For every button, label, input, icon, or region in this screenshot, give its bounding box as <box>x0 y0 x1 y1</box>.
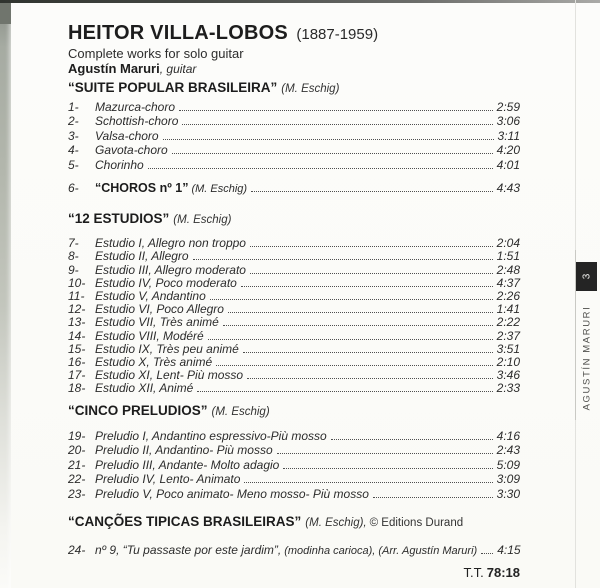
dotted-leader <box>241 286 493 287</box>
section-title: “12 ESTUDIOS” <box>68 211 170 226</box>
track-sections <box>68 80 520 557</box>
track-number: 22- <box>68 472 86 487</box>
dotted-leader <box>197 391 492 392</box>
track-number: 19- <box>68 428 86 443</box>
dotted-leader <box>331 439 493 440</box>
track-section <box>68 514 520 558</box>
dotted-leader <box>210 299 493 300</box>
track-row <box>68 343 520 356</box>
track-time: 3:51 <box>496 341 520 356</box>
track-section <box>68 211 520 395</box>
dotted-leader <box>228 312 493 313</box>
track-time: 4:37 <box>496 275 520 290</box>
spine-artist-name: AGUSTÍN MARURI <box>581 305 593 411</box>
track-number: 13- <box>68 315 86 330</box>
track-time: 5:09 <box>496 457 520 472</box>
track-time: 2:48 <box>496 262 520 277</box>
track-title: Estudio I, Allegro non troppo <box>95 236 246 251</box>
track-row <box>68 157 520 172</box>
section-title-line <box>68 80 520 97</box>
section-title-line <box>68 514 520 531</box>
track-row <box>68 250 520 263</box>
track-number: 18- <box>68 381 86 396</box>
track-section <box>68 403 520 501</box>
track-time: 4:01 <box>496 157 520 172</box>
track-time: 2:33 <box>496 381 520 396</box>
total-time-row <box>68 565 520 580</box>
track-time: 2:10 <box>496 354 520 369</box>
dotted-leader <box>172 153 493 154</box>
track-title: Estudio III, Allegro moderato <box>95 262 246 277</box>
section-track-rows <box>68 543 520 558</box>
track-row <box>68 329 520 342</box>
track-title: Schottish-choro <box>95 114 179 128</box>
track-row <box>68 356 520 369</box>
section-attribution: (M. Eschig) <box>281 83 340 95</box>
section-attribution: (M. Eschig), <box>305 516 367 529</box>
track-number: 24- <box>68 543 86 558</box>
track-time: 2:43 <box>496 443 520 458</box>
performer-name: Agustín Maruri <box>68 61 160 76</box>
track-time: 4:43 <box>496 181 520 195</box>
track-row <box>68 181 520 196</box>
scan-top-edge <box>0 0 600 3</box>
total-time-value: 78:18 <box>486 565 520 581</box>
track-title: “CHOROS nº 1” <box>95 181 189 195</box>
section-attribution: (M. Eschig) <box>211 406 270 419</box>
track-title: Preludio II, Andantino- Più mosso <box>95 443 273 458</box>
track-number: 4- <box>68 143 79 157</box>
track-time: 3:09 <box>496 472 520 487</box>
track-title: Gavota-choro <box>95 143 168 157</box>
scan-left-edge <box>0 0 11 588</box>
track-time: 4:16 <box>496 428 520 443</box>
track-row <box>68 443 520 458</box>
track-number: 1- <box>68 99 79 114</box>
performer-line <box>68 61 520 77</box>
track-number: 9- <box>68 262 79 277</box>
dotted-leader <box>250 273 493 274</box>
section-track-rows <box>68 428 520 501</box>
performer-role: , guitar <box>159 62 197 76</box>
dotted-leader <box>481 553 493 554</box>
page-number: 3 <box>581 273 592 280</box>
tracklist-content <box>68 22 520 580</box>
track-title: Estudio XII, Animé <box>95 381 194 396</box>
track-title: Preludio V, Poco animato- Meno mosso- Più mosso <box>95 486 369 501</box>
section-track-rows <box>68 181 520 196</box>
track-time: 2:26 <box>496 288 520 303</box>
track-note: (modinha carioca), (Arr. Agustín Maruri) <box>284 545 478 558</box>
dotted-leader <box>182 124 492 125</box>
section-track-rows <box>68 99 520 172</box>
track-row <box>68 369 520 382</box>
track-row <box>68 128 520 143</box>
page-number-tab <box>576 262 597 291</box>
track-title: Preludio I, Andantino espressivo-Più mosso <box>95 428 327 443</box>
track-time: 3:30 <box>496 486 520 501</box>
track-title: Estudio IV, Poco moderato <box>95 275 237 290</box>
dotted-leader <box>277 453 493 454</box>
track-number: 6- <box>68 181 79 195</box>
dotted-leader <box>250 246 493 247</box>
track-number: 7- <box>68 236 79 251</box>
album-title-line <box>68 22 520 46</box>
track-number: 23- <box>68 486 86 501</box>
track-time: 2:59 <box>496 99 520 114</box>
composer-name: HEITOR VILLA-LOBOS <box>68 22 288 44</box>
track-row <box>68 382 520 395</box>
total-time-label: T.T. <box>463 565 484 581</box>
section-title-line <box>68 211 520 228</box>
track-time: 2:04 <box>496 236 520 251</box>
album-subtitle: Complete works for solo guitar <box>68 46 244 61</box>
track-row <box>68 472 520 487</box>
track-row <box>68 486 520 501</box>
track-time: 1:41 <box>496 302 520 317</box>
dotted-leader <box>193 259 493 260</box>
track-number: 14- <box>68 328 86 343</box>
track-row <box>68 99 520 114</box>
track-time: 3:06 <box>496 114 520 128</box>
track-title: Valsa-choro <box>95 128 159 143</box>
track-time: 2:37 <box>496 328 520 343</box>
track-time: 3:11 <box>497 128 520 143</box>
track-row <box>68 457 520 472</box>
track-title: Estudio XI, Lent- Più mosso <box>95 368 244 383</box>
composer-dates: (1887-1959) <box>296 26 379 43</box>
dotted-leader <box>163 139 494 140</box>
dotted-leader <box>247 378 493 379</box>
track-title: Chorinho <box>95 157 144 172</box>
track-row <box>68 316 520 329</box>
track-number: 17- <box>68 368 86 383</box>
track-number: 15- <box>68 341 86 356</box>
track-section <box>68 80 520 172</box>
track-title: Preludio III, Andante- Molto adagio <box>95 457 280 472</box>
track-number: 11- <box>68 288 85 303</box>
track-row <box>68 290 520 303</box>
track-title: Estudio VII, Très animé <box>95 315 219 330</box>
track-title: Estudio X, Très animé <box>95 354 213 369</box>
track-time: 4:20 <box>496 143 520 157</box>
track-time: 1:51 <box>496 249 520 264</box>
dotted-leader <box>244 482 492 483</box>
track-number: 16- <box>68 354 86 369</box>
track-section <box>68 181 520 196</box>
track-row <box>68 114 520 129</box>
track-number: 8- <box>68 249 79 264</box>
track-time: 2:22 <box>496 315 520 330</box>
track-note: (M. Eschig) <box>191 183 248 195</box>
track-row <box>68 303 520 316</box>
scan-left-corner <box>0 0 11 24</box>
track-number: 2- <box>68 114 79 128</box>
section-title: “CINCO PRELUDIOS” <box>68 403 208 419</box>
section-title: “CANÇÕES TIPICAS BRASILEIRAS” <box>68 513 302 529</box>
dotted-leader <box>148 168 493 169</box>
section-title: “SUITE POPULAR BRASILEIRA” <box>68 80 278 95</box>
dotted-leader <box>283 468 492 469</box>
track-title: Preludio IV, Lento- Animato <box>95 472 241 487</box>
track-number: 5- <box>68 157 79 172</box>
section-title-line <box>68 403 520 420</box>
track-row <box>68 263 520 276</box>
track-number: 3- <box>68 128 79 143</box>
track-row <box>68 277 520 290</box>
track-number: 21- <box>68 457 86 472</box>
track-title: Estudio VI, Poco Allegro <box>95 302 224 317</box>
track-number: 10- <box>68 275 86 290</box>
dotted-leader <box>251 191 493 192</box>
track-title: Mazurca-choro <box>95 99 176 114</box>
track-row <box>68 143 520 158</box>
section-attribution-extra: © Editions Durand <box>369 516 464 529</box>
track-title: Estudio VIII, Modéré <box>95 328 204 343</box>
track-title: Estudio V, Andantino <box>95 288 206 303</box>
dotted-leader <box>243 352 493 353</box>
track-row <box>68 237 520 250</box>
dotted-leader <box>216 365 492 366</box>
section-track-rows <box>68 237 520 395</box>
track-title: nº 9, “Tu passaste por este jardim”, <box>95 543 282 558</box>
track-time: 3:46 <box>496 368 520 383</box>
track-time: 4:15 <box>497 543 521 558</box>
section-attribution: (M. Eschig) <box>173 214 232 226</box>
dotted-leader <box>223 325 493 326</box>
track-title: Estudio IX, Très peu animé <box>95 341 239 356</box>
track-row <box>68 428 520 443</box>
track-row <box>68 543 520 558</box>
track-number: 12- <box>68 302 86 317</box>
dotted-leader <box>373 497 493 498</box>
track-number: 20- <box>68 443 86 458</box>
dotted-leader <box>179 110 493 111</box>
track-title: Estudio II, Allegro <box>95 249 189 264</box>
dotted-leader <box>208 339 493 340</box>
